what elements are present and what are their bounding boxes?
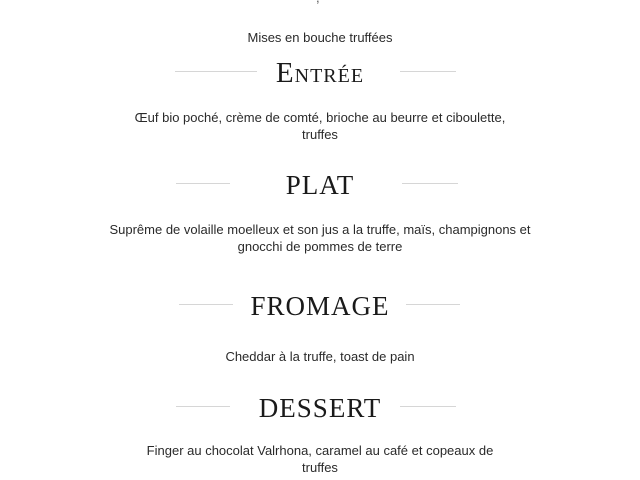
description-line: Cheddar à la truffe, toast de pain: [225, 349, 415, 364]
section-entree: [0, 53, 640, 93]
divider-right: [400, 71, 456, 72]
section-title-plat: PLAT: [285, 170, 355, 200]
section-title-fromage: FROMAGE: [250, 291, 390, 321]
section-dessert: [0, 388, 640, 428]
section-fromage: [0, 286, 640, 326]
description-line: Suprême de volaille moelleux et son jus a la truffe, maïs, champignons et: [109, 222, 531, 237]
amuse-bouche-label: Mises en bouche truffées: [247, 30, 393, 45]
amuse-bouche-text: [0, 29, 640, 46]
divider-right: [400, 406, 456, 407]
description-line: truffes: [302, 127, 338, 142]
cut-off-text-fragment: [316, 0, 320, 5]
section-description-dessert: [0, 442, 640, 476]
description-line: Finger au chocolat Valrhona, caramel au café et copeaux de: [146, 443, 494, 458]
section-description-fromage: [0, 348, 640, 365]
section-plat: [0, 165, 640, 205]
description-line: gnocchi de pommes de terre: [237, 239, 403, 254]
section-title-entree: Entrée: [275, 57, 365, 89]
section-description-plat: [0, 221, 640, 255]
section-title-dessert: DESSERT: [258, 393, 382, 423]
divider-right: [406, 304, 460, 305]
divider-right: [402, 183, 458, 184]
section-description-entree: [0, 109, 640, 143]
description-line: truffes: [302, 460, 338, 475]
description-line: Œuf bio poché, crème de comté, brioche au beurre et ciboulette,: [134, 110, 506, 125]
